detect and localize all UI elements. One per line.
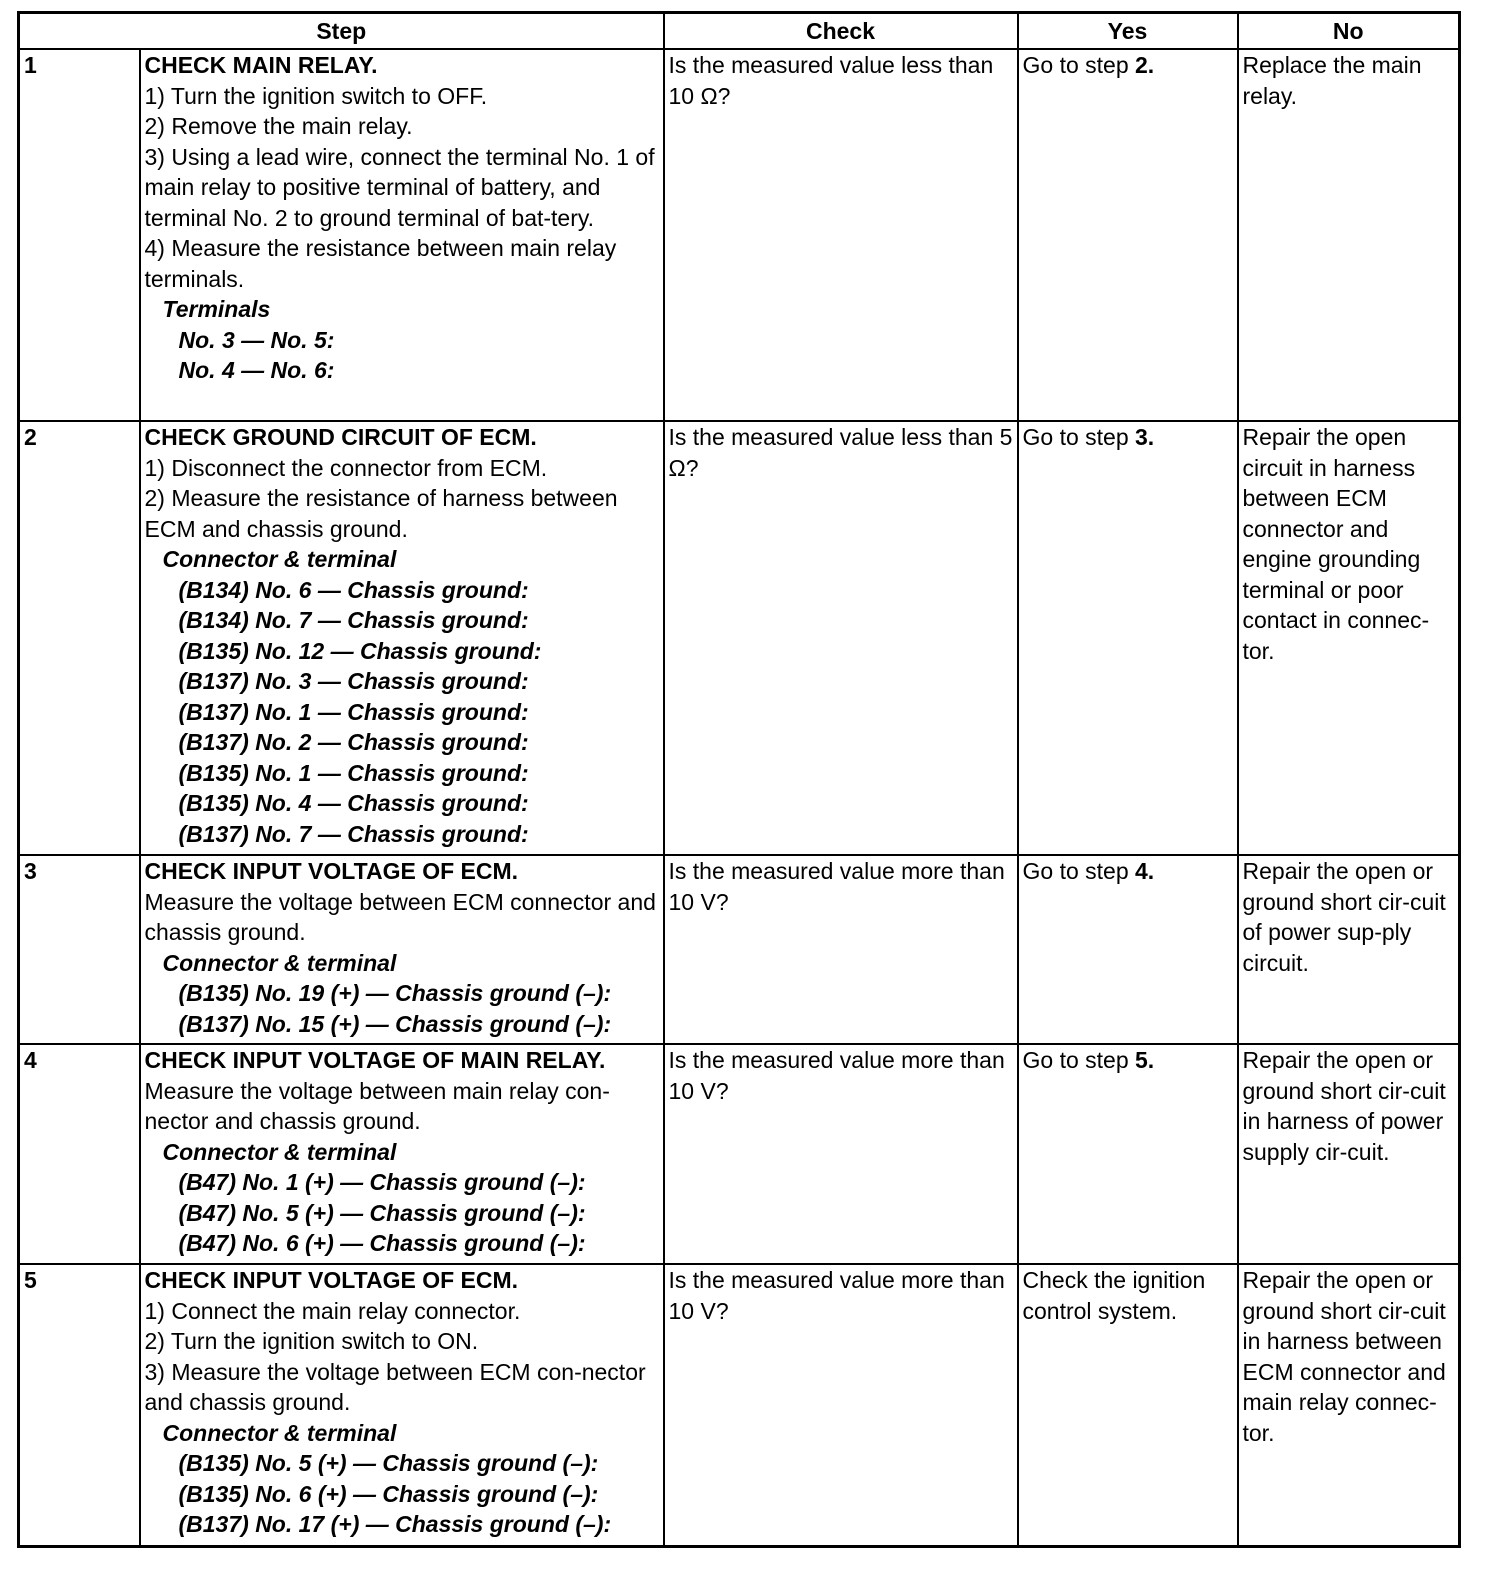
step-procedure xyxy=(140,1264,664,1547)
spec-item: (B137) No. 2 — Chassis ground: xyxy=(178,729,529,755)
header-check: Check xyxy=(664,13,1018,50)
table-row-1 xyxy=(19,49,1460,421)
spec-label: Connector & terminal xyxy=(162,1138,397,1165)
spec-item: No. 3 — No. 5: xyxy=(178,326,335,353)
step-procedure xyxy=(140,421,664,855)
yes-cell xyxy=(1018,1264,1238,1547)
step-procedure xyxy=(140,49,664,421)
spec-item: (B47) No. 1 (+) — Chassis ground (–): xyxy=(178,1169,586,1195)
step-lines xyxy=(145,1076,663,1137)
table-row-3 xyxy=(19,855,1460,1044)
step-line: 3) Measure the voltage between ECM con-nector and chassis ground. xyxy=(144,1358,646,1415)
spec-item: (B134) No. 6 — Chassis ground: xyxy=(178,576,529,603)
spec-item: (B135) No. 4 — Chassis ground: xyxy=(178,790,529,816)
header-yes: Yes xyxy=(1018,13,1238,50)
spec-item: (B135) No. 19 (+) — Chassis ground (–): xyxy=(178,980,612,1006)
step-lines xyxy=(145,1296,663,1418)
no-cell: Repair the open or ground short cir-cuit of power sup-ply circuit. xyxy=(1238,855,1460,1044)
yes-cell xyxy=(1018,49,1238,421)
yes-text: Go to step xyxy=(1022,52,1136,78)
yes-text: Check the ignition control system. xyxy=(1022,1267,1206,1324)
step-line: 4) Measure the resistance between main relay terminals. xyxy=(144,235,617,292)
step-number: 3 xyxy=(19,855,140,1044)
spec-items xyxy=(145,325,663,386)
spec-item: (B134) No. 7 — Chassis ground: xyxy=(178,607,529,633)
step-title: CHECK GROUND CIRCUIT OF ECM. xyxy=(144,424,537,450)
step-line: 1) Disconnect the connector from ECM. xyxy=(144,454,548,481)
step-procedure xyxy=(140,1044,664,1264)
yes-cell xyxy=(1018,421,1238,855)
step-line: 2) Turn the ignition switch to ON. xyxy=(144,1328,479,1354)
no-cell: Repair the open or ground short cir-cuit in harness of power supply cir-cuit. xyxy=(1238,1044,1460,1264)
header-no: No xyxy=(1238,13,1460,50)
step-number: 4 xyxy=(19,1044,140,1264)
step-line: Measure the voltage between ECM connector and chassis ground. xyxy=(144,888,656,945)
step-title: CHECK MAIN RELAY. xyxy=(144,52,378,78)
spec-item: (B47) No. 6 (+) — Chassis ground (–): xyxy=(178,1230,586,1256)
spec-item: (B137) No. 17 (+) — Chassis ground (–): xyxy=(178,1511,612,1537)
spec-item: (B135) No. 1 — Chassis ground: xyxy=(178,759,529,786)
step-line: 2) Remove the main relay. xyxy=(144,113,413,139)
step-number: 2 xyxy=(19,421,140,855)
spec-item: (B137) No. 1 — Chassis ground: xyxy=(178,698,529,725)
spec-label: Connector & terminal xyxy=(162,949,397,976)
yes-step-number: 5. xyxy=(1135,1047,1155,1073)
spec-label: Connector & terminal xyxy=(162,546,397,572)
check-cell: Is the measured value more than 10 V? xyxy=(664,855,1018,1044)
step-title: CHECK INPUT VOLTAGE OF ECM. xyxy=(144,1267,519,1293)
yes-step-number: 4. xyxy=(1135,858,1155,884)
spec-item: No. 4 — No. 6: xyxy=(178,357,335,383)
spec-item: (B135) No. 5 (+) — Chassis ground (–): xyxy=(178,1450,599,1476)
header-row xyxy=(19,13,1460,50)
spec-item: (B135) No. 12 — Chassis ground: xyxy=(178,637,542,664)
step-line: 3) Using a lead wire, connect the terminal No. 1 of main relay to positive terminal of battery, and terminal No. 2 to ground terminal of bat-tery. xyxy=(144,143,655,231)
step-line: 1) Turn the ignition switch to OFF. xyxy=(144,82,488,109)
check-cell: Is the measured value more than 10 V? xyxy=(664,1044,1018,1264)
table-row-2 xyxy=(19,421,1460,855)
yes-cell xyxy=(1018,1044,1238,1264)
spec-items xyxy=(145,575,663,850)
check-cell: Is the measured value less than 10 Ω? xyxy=(664,49,1018,421)
step-lines xyxy=(145,887,663,948)
spec-item: (B135) No. 6 (+) — Chassis ground (–): xyxy=(178,1480,599,1507)
step-line: 1) Connect the main relay connector. xyxy=(144,1297,521,1324)
spec-item: (B137) No. 3 — Chassis ground: xyxy=(178,668,529,694)
header-step: Step xyxy=(19,13,664,50)
spec-items xyxy=(145,1448,663,1540)
no-cell: Replace the main relay. xyxy=(1238,49,1460,421)
yes-text: Go to step xyxy=(1022,424,1136,450)
yes-step-number: 3. xyxy=(1135,424,1155,450)
step-title: CHECK INPUT VOLTAGE OF MAIN RELAY. xyxy=(144,1047,606,1073)
yes-text: Go to step xyxy=(1022,858,1136,884)
check-cell: Is the measured value more than 10 V? xyxy=(664,1264,1018,1547)
no-cell: Repair the open or ground short cir-cuit in harness between ECM connector and main relay connec-tor. xyxy=(1238,1264,1460,1547)
spec-items xyxy=(145,1167,663,1259)
spec-item: (B47) No. 5 (+) — Chassis ground (–): xyxy=(178,1199,586,1226)
spec-item: (B137) No. 15 (+) — Chassis ground (–): xyxy=(178,1010,612,1037)
yes-cell xyxy=(1018,855,1238,1044)
check-cell: Is the measured value less than 5 Ω? xyxy=(664,421,1018,855)
step-title: CHECK INPUT VOLTAGE OF ECM. xyxy=(144,858,519,884)
no-cell: Repair the open circuit in harness between ECM connector and engine grounding terminal or poor contact in connec-tor. xyxy=(1238,421,1460,855)
table-row-5 xyxy=(19,1264,1460,1547)
step-lines xyxy=(145,453,663,545)
step-lines xyxy=(145,81,663,295)
spec-item: (B137) No. 7 — Chassis ground: xyxy=(178,820,529,847)
spec-label: Connector & terminal xyxy=(162,1419,397,1446)
yes-step-number: 2. xyxy=(1135,52,1155,78)
spec-label: Terminals xyxy=(162,296,271,322)
step-line: 2) Measure the resistance of harness between ECM and chassis ground. xyxy=(144,485,618,542)
step-procedure xyxy=(140,855,664,1044)
yes-text: Go to step xyxy=(1022,1047,1136,1073)
table-row-4 xyxy=(19,1044,1460,1264)
spec-items xyxy=(145,978,663,1039)
step-number: 5 xyxy=(19,1264,140,1547)
diagnostic-table xyxy=(17,11,1461,1548)
step-line: Measure the voltage between main relay con-nector and chassis ground. xyxy=(144,1077,610,1134)
step-number: 1 xyxy=(19,49,140,421)
